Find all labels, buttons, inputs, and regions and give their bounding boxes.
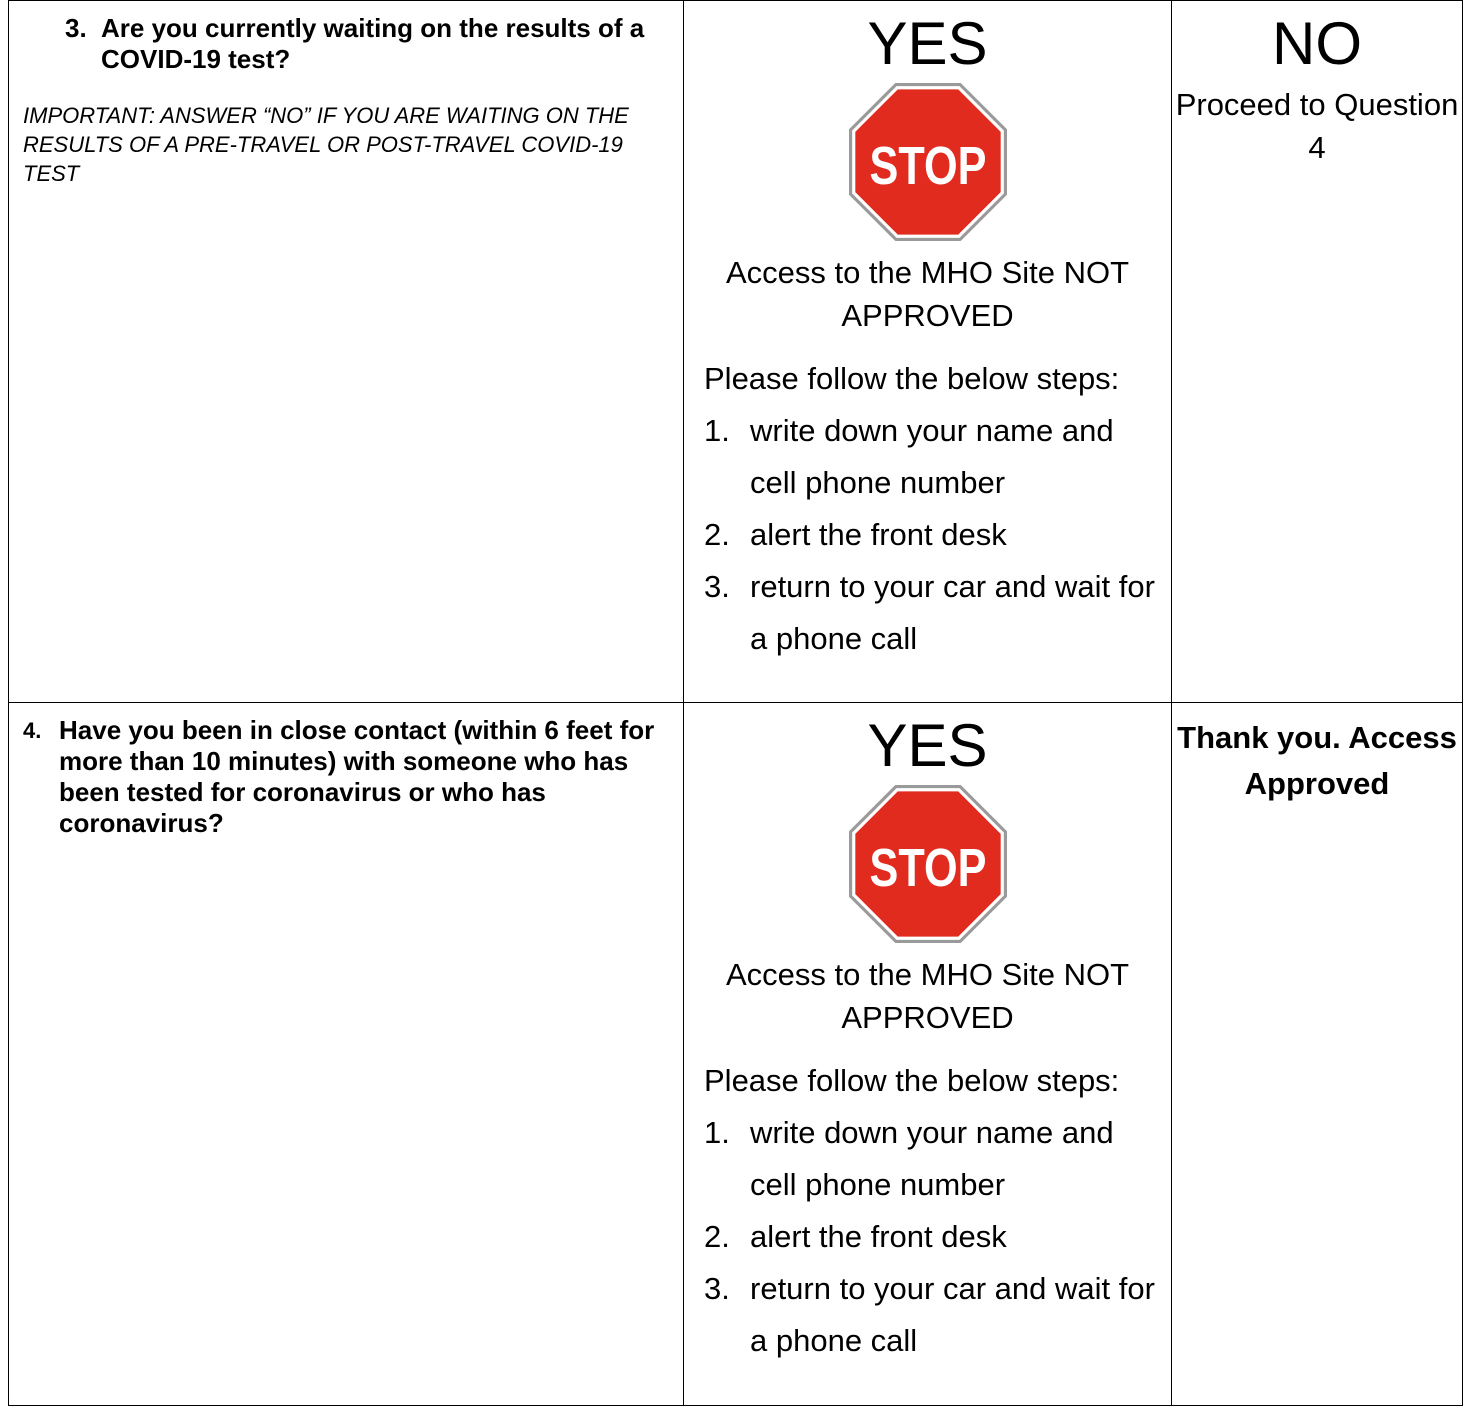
step-item xyxy=(704,1263,1171,1367)
question-heading xyxy=(23,13,673,75)
step-text: write down your name and cell phone number xyxy=(750,413,1114,500)
step-text: alert the front desk xyxy=(750,517,1007,552)
step-number: 3. xyxy=(704,569,730,604)
proceed-instruction: Proceed to Question 4 xyxy=(1175,87,1459,165)
question-note: IMPORTANT: ANSWER “NO” IF YOU ARE WAITING ON THE RESULTS OF A PRE-TRAVEL OR POST-TRAVEL COVID-19 TEST xyxy=(23,103,629,186)
step-number: 3. xyxy=(704,1271,730,1306)
question-cell xyxy=(9,703,684,1406)
step-item xyxy=(704,405,1171,509)
step-item xyxy=(704,509,1171,561)
yes-cell xyxy=(684,1,1172,703)
no-heading: NO xyxy=(1272,10,1362,77)
question-text: Are you currently waiting on the results of a COVID-19 test? xyxy=(101,13,645,74)
stop-sign-text: STOP xyxy=(869,838,986,899)
step-number: 1. xyxy=(704,413,730,448)
question-heading xyxy=(23,715,673,839)
stop-sign-icon xyxy=(849,83,1007,241)
step-text: write down your name and cell phone number xyxy=(750,1115,1114,1202)
no-cell xyxy=(1172,703,1463,1406)
steps-intro: Please follow the below steps: xyxy=(704,361,1120,396)
stop-sign-icon xyxy=(849,785,1007,943)
question-row-4 xyxy=(9,703,1463,1406)
step-item xyxy=(704,1211,1171,1263)
screening-table xyxy=(8,0,1463,1406)
step-item xyxy=(704,561,1171,665)
step-number: 2. xyxy=(704,1219,730,1254)
steps-block xyxy=(684,1055,1171,1367)
step-number: 2. xyxy=(704,517,730,552)
step-text: alert the front desk xyxy=(750,1219,1007,1254)
question-cell xyxy=(9,1,684,703)
access-denied-message: Access to the MHO Site NOT APPROVED xyxy=(725,255,1130,333)
step-text: return to your car and wait for a phone call xyxy=(750,569,1155,656)
access-approved-message: Thank you. Access Approved xyxy=(1177,720,1457,801)
question-number: 4. xyxy=(23,718,42,743)
step-item xyxy=(704,1107,1171,1211)
steps-block xyxy=(684,353,1171,665)
no-cell xyxy=(1172,1,1463,703)
yes-heading: YES xyxy=(867,10,988,77)
steps-intro: Please follow the below steps: xyxy=(704,1063,1120,1098)
stop-sign-text: STOP xyxy=(869,136,986,197)
step-number: 1. xyxy=(704,1115,730,1150)
yes-heading: YES xyxy=(867,712,988,779)
yes-cell xyxy=(684,703,1172,1406)
question-text: Have you been in close contact (within 6 feet for more than 10 minutes) with someone who has been tested for coronavirus or who has coronavirus? xyxy=(59,715,655,838)
question-number: 3. xyxy=(65,13,87,43)
access-denied-message: Access to the MHO Site NOT APPROVED xyxy=(725,957,1130,1035)
question-row-3 xyxy=(9,1,1463,703)
step-text: return to your car and wait for a phone call xyxy=(750,1271,1155,1358)
